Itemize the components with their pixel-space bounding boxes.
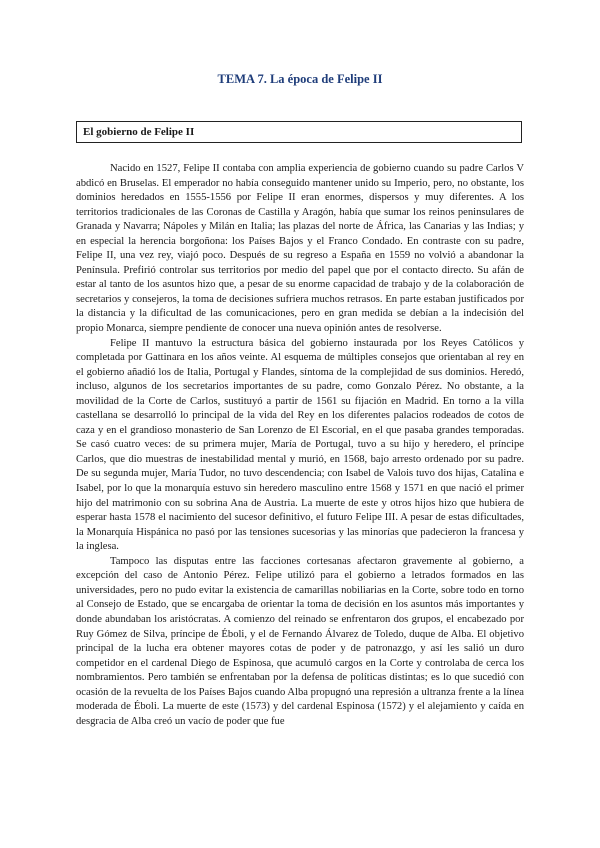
body-text [76, 162, 524, 729]
paragraph: Felipe II mantuvo la estructura básica del gobierno instaurada por los Reyes Católicos y completada por Gattinara en los años veinte. Al esquema de múltiples consejos que orientaban al rey en el gobierno añadió los de Italia, Portugal y Flandes, síntoma de la complejidad de sus dominios. Heredó, incluso, algunos de los secretarios importantes de su padre, como Gonzalo Pérez. No obstante, a la movilidad de la Corte de Carlos, sustituyó a partir de 1561 su fijación en Madrid. En torno a la villa castellana se desarrolló lo principal de la vida del Rey en los diferentes palacios rodeados de cotos de caza y en el grandioso monasterio de San Lorenzo de El Escorial, en el que pasaba grandes temporadas. Se casó cuatro veces: de su primera mujer, María de Portugal, tuvo a su hijo y heredero, el príncipe Carlos, que dio muestras de inestabilidad mental y murió, en 1568, bajo arresto ordenado por su padre. De su segunda mujer, María Tudor, no tuvo descendencia; con Isabel de Valois tuvo dos hijas, Catalina e Isabel, por lo que la monarquía estuvo sin heredero masculino entre 1568 y 1571 en que nació el primer hijo del matrimonio con su sobrina Ana de Austria. La muerte de este y otros hijos hizo que hubiera de esperar hasta 1578 el nacimiento del sucesor definitivo, el futuro Felipe III. A pesar de estas dificultades, la Monarquía Hispánica no pasó por las tensiones sucesorias y las minorías que padecieron la francesa y la inglesa. [76, 337, 524, 553]
section-heading: El gobierno de Felipe II [83, 126, 195, 138]
document-title: TEMA 7. La época de Felipe II [217, 72, 383, 86]
paragraph: Tampoco las disputas entre las facciones cortesanas afectaron gravemente al gobierno, a excepción del caso de Antonio Pérez. Felipe utilizó para el gobierno a letrados formados en las universidades, pero no pudo evitar la existencia de camarillas nobiliarias en la Corte, sobre todo en torno al Consejo de Estado, que se encargaba de orientar la toma de decisión en los asuntos más importantes y donde abundaban los aristócratas. A comienzo del reinado se enfrentaron dos grupos, el encabezado por Ruy Gómez de Silva, príncipe de Éboli, y el de Fernando Álvarez de Toledo, duque de Alba. El objetivo principal de la lucha era obtener mayores cotas de poder y de patronazgo, y así les salió un duro competidor en el cardenal Diego de Espinosa, que acumuló cargos en la Corte y controlaba de cerca los nombramientos. Pero también se enfrentaban por la defensa de políticas distintas; es lo que sucedió con ocasión de la revuelta de los Países Bajos cuando Alba propugnó una represión a ultranza frente a la línea moderada de Éboli. La muerte de este (1573) y del cardenal Espinosa (1572) y el alejamiento y caída en desgracia de Alba creó un vacío de poder que fue [76, 555, 524, 727]
section-heading-box [76, 121, 522, 143]
paragraph: Nacido en 1527, Felipe II contaba con amplia experiencia de gobierno cuando su padre Carlos V abdicó en Bruselas. El emperador no había conseguido mantener unido su Imperio, pero, no obstante, los dominios heredados en 1555-1556 por Felipe II eran enormes, dispersos y muy diferentes. A los territorios tradicionales de las Coronas de Castilla y Aragón, había que sumar los reinos peninsulares de Granada y Navarra; Nápoles y Milán en Italia; las plazas del norte de África, las Canarias y las Indias; y en especial la herencia borgoñona: los Países Bajos y el Franco Condado. En contraste con su padre, Felipe II, una vez rey, viajó poco. Después de su regreso a España en 1559 no volvió a abandonar la Península. Prefirió controlar sus territorios por medio del papel que por el contacto directo. Su afán de estar al tanto de los asuntos hizo que, a pesar de su enorme capacidad de trabajo y de la colaboración de secretarios y consejeros, la toma de decisiones sufriera muchos retrasos. En parte estaban justificados por la distancia y la dificultad de las comunicaciones, pero en gran medida se debían a la indecisión del propio Monarca, siempre pendiente de conocer una nueva opinión antes de resolverse. [76, 163, 524, 335]
